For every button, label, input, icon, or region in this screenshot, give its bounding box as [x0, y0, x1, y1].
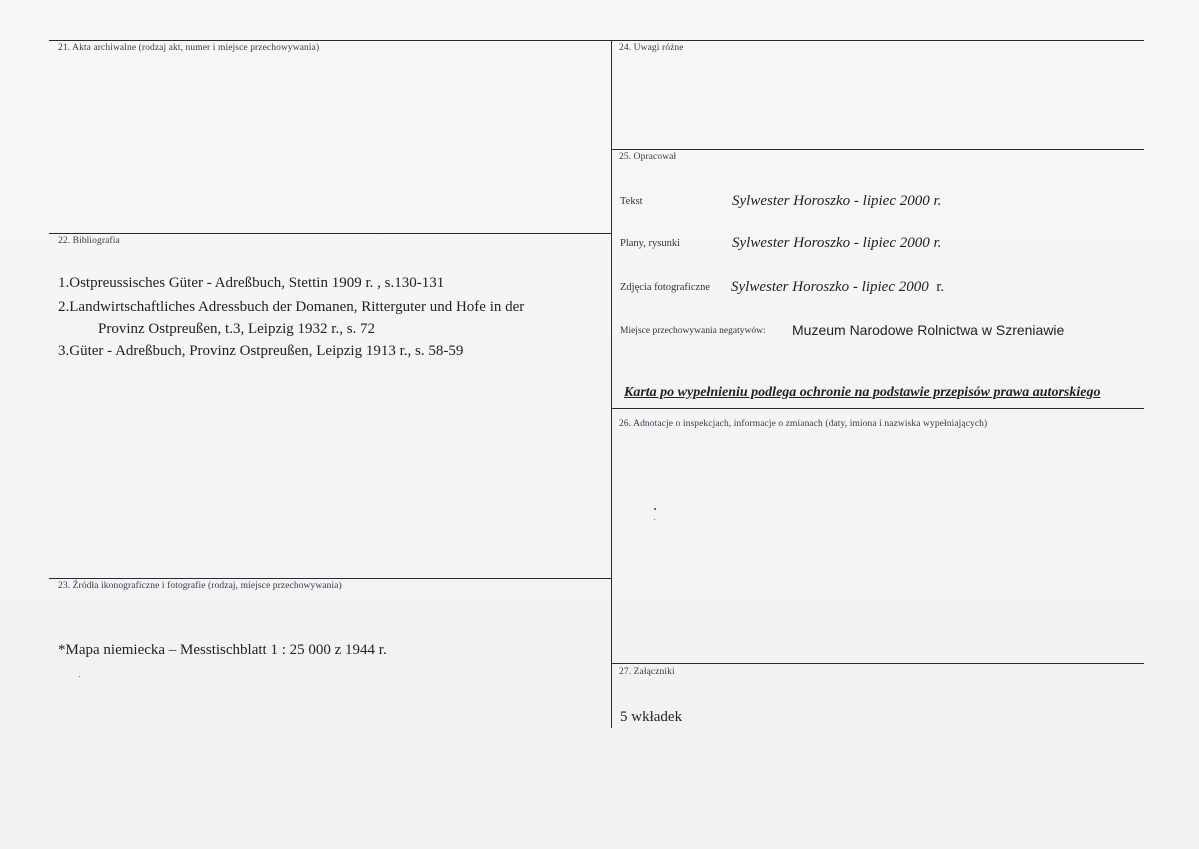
section-23-label: 23. Źródła ikonograficzne i fotografie (rodzaj, miejsce przechowywania) — [58, 581, 342, 591]
photos-value-suffix: r. — [936, 279, 945, 295]
rule-23 — [49, 578, 611, 579]
plans-value: Sylwester Horoszko - lipiec 2000 r. — [732, 235, 942, 251]
section-25-label: 25. Opracował — [619, 152, 677, 162]
bibliography-line-2-cont: Provinz Ostpreußen, t.3, Leipzig 1932 r., s. 72 — [98, 321, 376, 337]
text-label: Tekst — [620, 196, 643, 207]
rule-25 — [611, 149, 1144, 150]
speck-mark — [654, 508, 656, 510]
photos-value — [731, 279, 944, 296]
section-27-label: 27. Załączniki — [619, 667, 675, 677]
negatives-label: Miejsce przechowywania negatywów: — [620, 326, 766, 336]
section-22-label: 22. Bibliografia — [58, 236, 120, 246]
top-rule — [49, 40, 1144, 41]
bibliography-line-2: 2.Landwirtschaftliches Adressbuch der Domanen, Ritterguter und Hofe in der — [58, 299, 525, 315]
bibliography-line-3: 3.Güter - Adreßbuch, Provinz Ostpreußen, Leipzig 1913 r., s. 58-59 — [58, 343, 464, 359]
section-24-label: 24. Uwagi różne — [619, 43, 684, 53]
column-divider — [611, 40, 612, 728]
rule-22 — [49, 233, 611, 234]
speck-mark — [79, 676, 80, 677]
bibliography-line-1: 1.Ostpreussisches Güter - Adreßbuch, Stettin 1909 r. , s.130-131 — [58, 275, 445, 291]
text-value: Sylwester Horoszko - lipiec 2000 r. — [732, 193, 942, 209]
section-26-label: 26. Adnotacje o inspekcjach, informacje o zmianach (daty, imiona i nazwiska wypełniających) — [619, 419, 988, 429]
photos-value-text: Sylwester Horoszko - lipiec 2000 — [731, 279, 929, 295]
rule-26 — [611, 408, 1144, 409]
section-21-label: 21. Akta archiwalne (rodzaj akt, numer i miejsce przechowywania) — [58, 43, 320, 53]
speck-mark — [654, 519, 655, 520]
copyright-notice: Karta po wypełnieniu podlega ochronie na podstawie przepisów prawa autorskiego — [624, 385, 1101, 400]
rule-27 — [611, 663, 1144, 664]
negatives-value: Muzeum Narodowe Rolnictwa w Szreniawie — [792, 322, 1065, 338]
iconographic-value: *Mapa niemiecka – Messtischblatt 1 : 25 000 z 1944 r. — [58, 642, 387, 658]
plans-label: Plany, rysunki — [620, 238, 680, 249]
attachments-value: 5 wkładek — [620, 709, 683, 725]
photos-label: Zdjęcia fotograficzne — [620, 282, 711, 293]
